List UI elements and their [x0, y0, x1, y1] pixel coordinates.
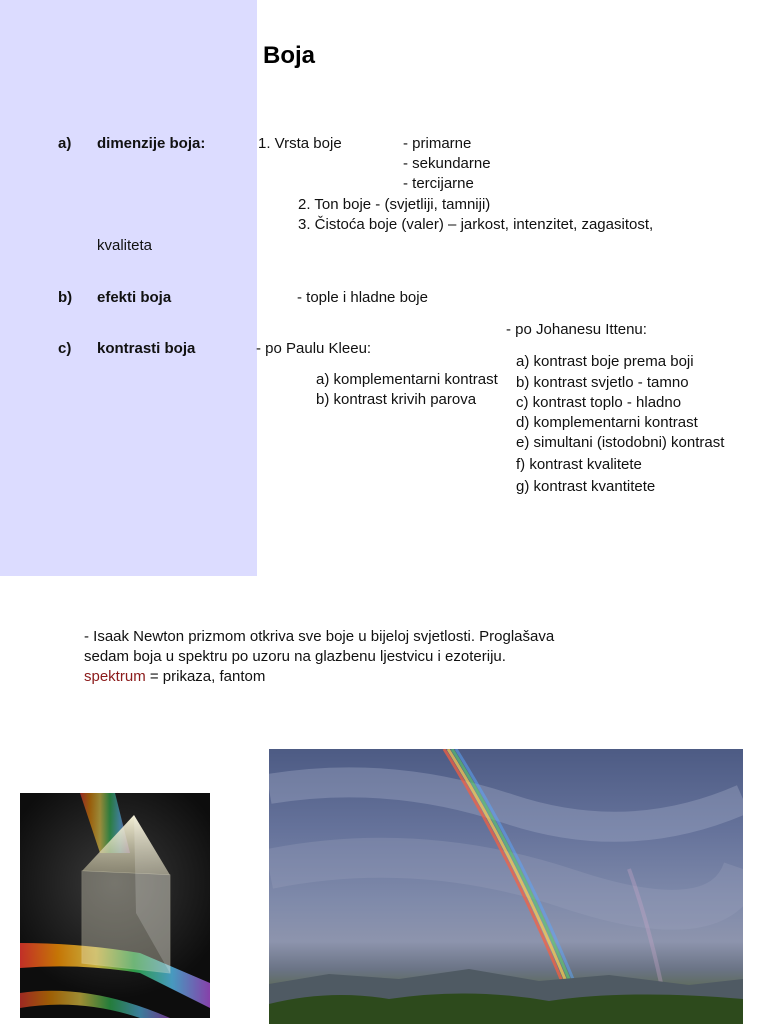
tercijarne: - tercijarne — [403, 175, 474, 192]
item-b-marker: b) — [58, 289, 73, 306]
newton-line-1: - Isaak Newton prizmom otkriva sve boje u bijeloj svjetlosti. Proglašava — [84, 628, 555, 645]
item-a-marker: a) — [58, 135, 72, 152]
item-b-label: efekti boja — [97, 289, 172, 306]
spektrum-meaning: = prikaza, fantom — [145, 668, 266, 685]
item-c-marker: c) — [58, 340, 72, 357]
spektrum-term: spektrum — [84, 668, 146, 685]
klee-heading: - po Paulu Kleeu: — [256, 340, 372, 357]
rainbow-landscape — [269, 749, 743, 1024]
itten-item: e) simultani (istodobni) kontrast — [516, 434, 725, 451]
prism-image — [20, 793, 210, 1018]
sekundarne: - sekundarne — [403, 155, 491, 172]
primarne: - primarne — [403, 135, 472, 152]
itten-item: g) kontrast kvantitete — [516, 478, 656, 495]
itten-item: a) kontrast boje prema boji — [516, 353, 694, 370]
prism-illustration — [20, 793, 210, 1018]
klee-item: b) kontrast krivih parova — [316, 391, 477, 408]
itten-item: f) kontrast kvalitete — [516, 456, 642, 473]
itten-item: c) kontrast toplo - hladno — [516, 394, 682, 411]
item-b-value: - tople i hladne boje — [297, 289, 428, 306]
rainbow-photo — [269, 749, 743, 1024]
item-c-label: kontrasti boja — [97, 340, 196, 357]
ton-boje: 2. Ton boje - (svjetliji, tamniji) — [298, 196, 491, 213]
item-a-label: dimenzije boja: — [97, 135, 206, 152]
itten-item: d) komplementarni kontrast — [516, 414, 698, 431]
sidebar-panel — [0, 0, 257, 576]
kvaliteta: kvaliteta — [97, 237, 153, 254]
itten-heading: - po Johanesu Ittenu: — [506, 321, 647, 338]
newton-line-2: sedam boja u spektru po uzoru na glazbenu ljestvicu i ezoteriju. — [84, 648, 506, 665]
klee-item: a) komplementarni kontrast — [316, 371, 498, 388]
cistoca-boje: 3. Čistoća boje (valer) – jarkost, intenzitet, zagasitost, — [298, 216, 654, 233]
vrsta-boje: 1. Vrsta boje — [258, 135, 342, 152]
spektrum-definition — [84, 668, 265, 685]
itten-item: b) kontrast svjetlo - tamno — [516, 374, 689, 391]
page-title: Boja — [263, 42, 316, 69]
